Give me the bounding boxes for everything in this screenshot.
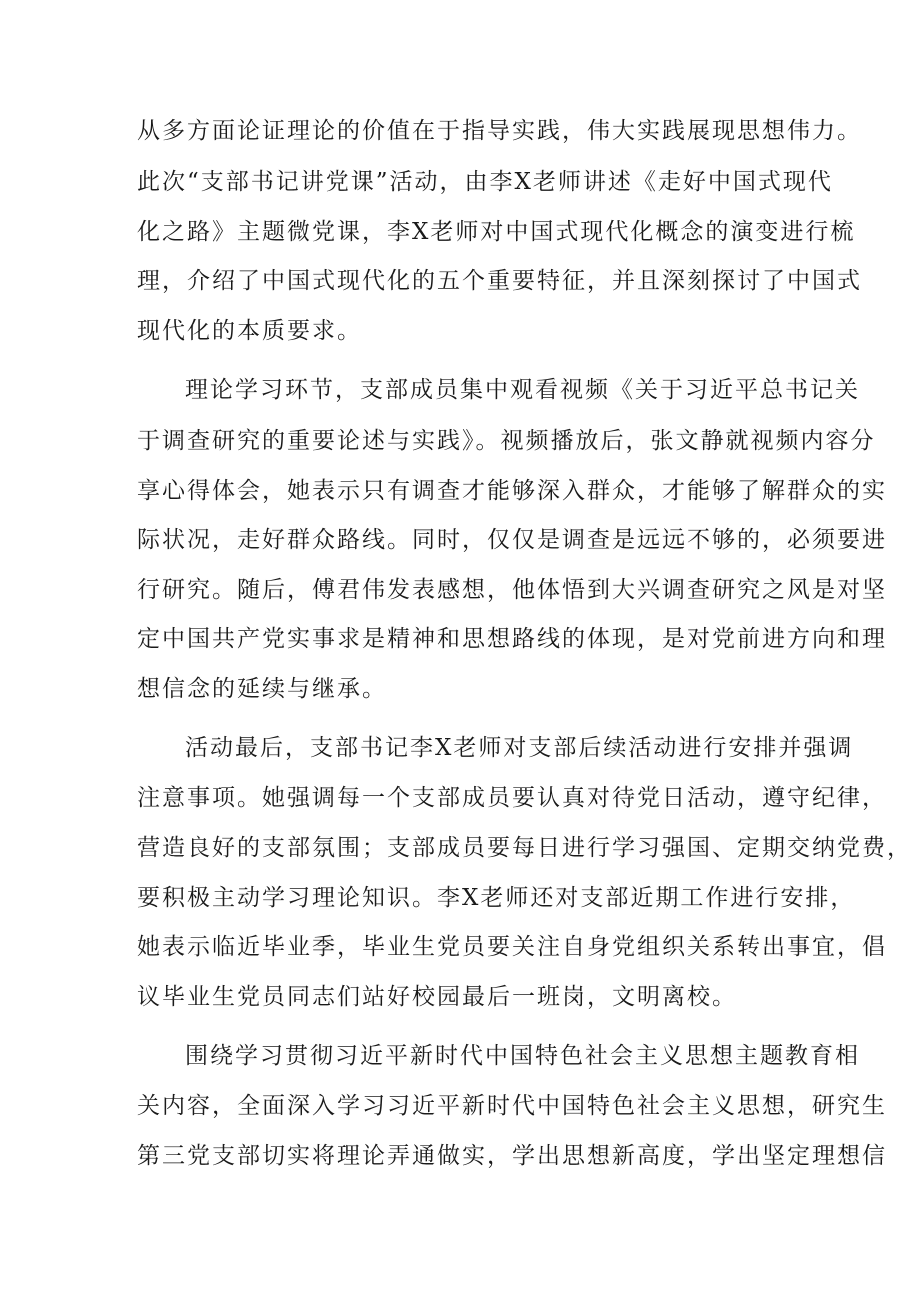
- text-line: 化之路》主题微党课，李X老师对中国式现代化概念的演变进行梳: [137, 219, 856, 245]
- text-line: 她表示临近毕业季，毕业生党员要关注自身党组织关系转出事宜，倡: [137, 934, 887, 960]
- text-line: 注意事项。她强调每一个支部成员要认真对待党日活动，遵守纪律，: [137, 785, 887, 811]
- text-line: 第三党支部切实将理论弄通做实，学出思想新高度，学出坚定理想信: [137, 1143, 887, 1169]
- text-line: 际状况，走好群众路线。同时，仅仅是调查是远远不够的，必须要进: [137, 527, 887, 553]
- text-line: 想信念的延续与继承。: [137, 676, 387, 702]
- text-line: 要积极主动学习理论知识。李X老师还对支部近期工作进行安排，: [137, 885, 856, 911]
- text-line: 从多方面论证理论的价值在于指导实践，伟大实践展现思想伟力。: [137, 118, 862, 144]
- text-line: 理，介绍了中国式现代化的五个重要特征，并且深刻探讨了中国式: [137, 268, 862, 294]
- text-line: 于调查研究的重要论述与实践》。视频播放后，张文静就视频内容分: [137, 428, 876, 454]
- text-line: 围绕学习贯彻习近平新时代中国特色社会主义思想主题教育相: [185, 1043, 860, 1069]
- text-line: 此次“支部书记讲党课”活动，由李X老师讲述《走好中国式现代: [137, 169, 833, 195]
- text-line: 关内容，全面深入学习习近平新时代中国特色社会主义思想，研究生: [137, 1093, 887, 1119]
- text-line: 享心得体会，她表示只有调查才能够深入群众，才能够了解群众的实: [137, 478, 887, 504]
- text-line: 理论学习环节，支部成员集中观看视频《关于习近平总书记关: [185, 377, 860, 403]
- text-line: 现代化的本质要求。: [137, 318, 362, 344]
- text-line: 活动最后，支部书记李X老师对支部后续活动进行安排并强调: [185, 735, 854, 761]
- text-line: 营造良好的支部氛围；支部成员要每日进行学习强国、定期交纳党费，: [137, 835, 912, 861]
- text-line: 议毕业生党员同志们站好校园最后一班岗，文明离校。: [137, 984, 737, 1010]
- text-line: 行研究。随后，傅君伟发表感想，他体悟到大兴调查研究之风是对坚: [137, 577, 887, 603]
- text-line: 定中国共产党实事求是精神和思想路线的体现，是对党前进方向和理: [137, 626, 887, 652]
